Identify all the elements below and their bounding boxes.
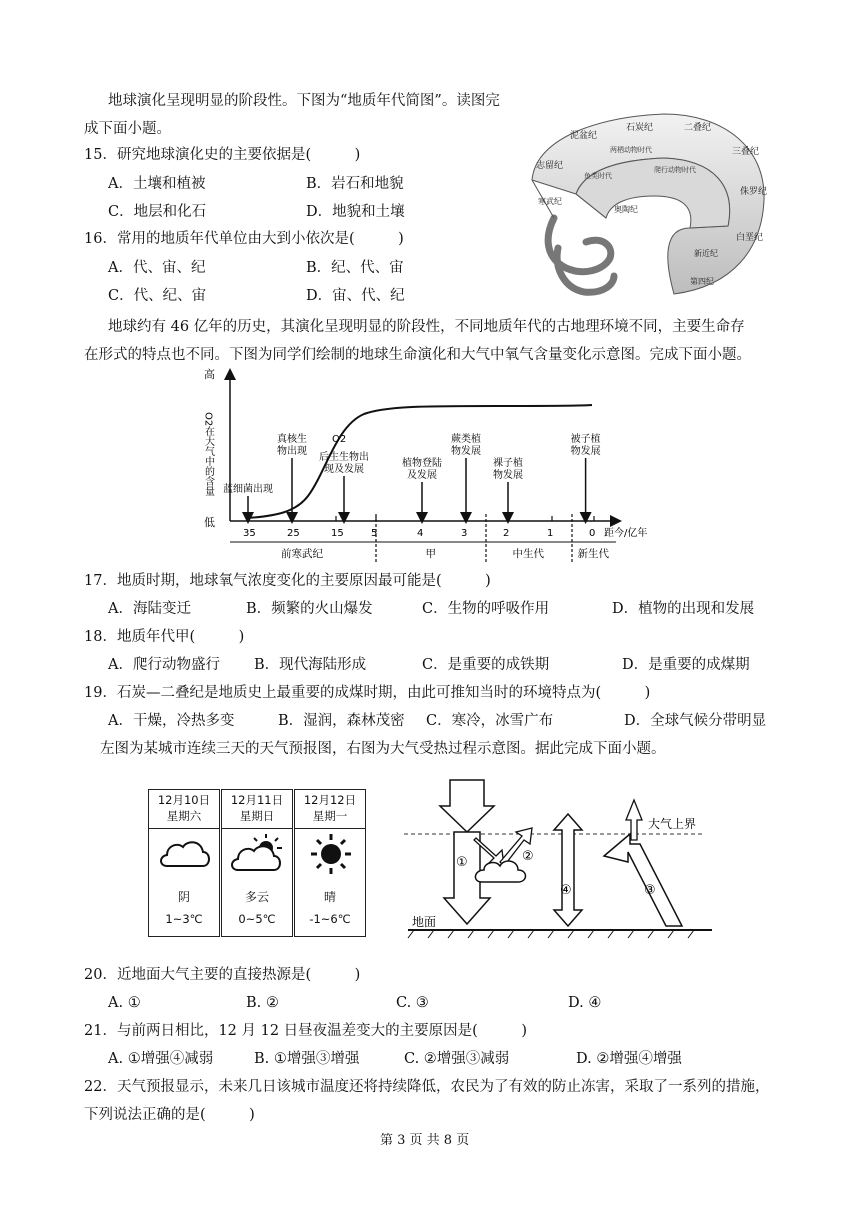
weather-card-day3 — [294, 789, 366, 937]
weather-temperature: 0~5℃ — [238, 912, 276, 926]
q17-option-a[interactable]: A．海陆变迁 — [108, 601, 191, 617]
chart-x-tick-label: 35 — [243, 528, 256, 539]
q18-option-d[interactable]: D．是重要的成煤期 — [622, 657, 750, 673]
weather-condition: 阴 — [177, 890, 190, 904]
chart-event-label: 蕨类植 — [451, 434, 481, 445]
chart-x-ticks — [243, 516, 595, 539]
chart-o2-curve-label: O2 — [332, 434, 347, 445]
oxygen-evolution-chart — [196, 366, 666, 566]
chart-event-label: 裸子植 — [493, 458, 523, 469]
chart-x-tick-label: 0 — [589, 528, 596, 539]
chart-event-label: 及发展 — [407, 470, 437, 481]
atmosphere-top-label: 大气上界 — [648, 817, 697, 831]
chart-x-axis-label: 距今/亿年 — [604, 528, 648, 539]
q18-option-a[interactable]: A．爬行动物盛行 — [108, 657, 220, 673]
q16-option-d[interactable]: D．宙、代、纪 — [306, 288, 405, 304]
weather-condition: 晴 — [323, 890, 336, 904]
chart-y-high-label: 高 — [204, 368, 215, 381]
counter-radiation-arrow — [604, 834, 682, 926]
chart-event-label: 物发展 — [570, 446, 601, 457]
q20-option-d[interactable]: D. ④ — [568, 995, 602, 1011]
q16-option-a[interactable]: A．代、宙、纪 — [108, 260, 206, 276]
chart-event-label: 后生生物出 — [319, 452, 369, 463]
spiral-label-fish-age: 鱼类时代 — [584, 172, 612, 180]
spiral-label-cretaceous: 白垩纪 — [736, 233, 764, 243]
spiral-coil — [548, 218, 614, 292]
chart-y-axis-label: O2在大气中的含量 — [202, 412, 214, 497]
weather-temperature: 1~3℃ — [165, 912, 203, 926]
solar-radiation-arrow — [440, 780, 494, 832]
spiral-label-carboniferous: 石炭纪 — [626, 123, 654, 133]
spiral-label-cambrian: 寒武纪 — [538, 197, 562, 206]
q21-stem: 21．与前两日相比，12 月 12 日昼夜温差变大的主要原因是( ) — [84, 1023, 527, 1039]
weather-weekday: 星期一 — [312, 809, 348, 823]
spiral-label-neogene: 新近纪 — [694, 249, 718, 258]
q20-option-a[interactable]: A. ① — [108, 995, 141, 1011]
weather-weekday: 星期日 — [239, 809, 275, 823]
weather-condition: 多云 — [244, 890, 269, 904]
arrow-1-label: ① — [456, 855, 468, 870]
q17-option-c[interactable]: C．生物的呼吸作用 — [422, 601, 550, 617]
page-footer: 第 3 页 共 8 页 — [380, 1133, 470, 1148]
intro1-line2: 成下面小题。 — [84, 121, 171, 137]
chart-x-tick-label: 5 — [371, 528, 378, 539]
q20-option-c[interactable]: C. ③ — [396, 995, 429, 1011]
weather-date: 12月11日 — [230, 793, 284, 807]
arrow-3-label: ③ — [644, 883, 656, 898]
spiral-label-devonian: 泥盆纪 — [570, 131, 598, 141]
q19-option-d[interactable]: D．全球气候分带明显 — [624, 713, 767, 729]
q16-option-b[interactable]: B．纪、代、宙 — [306, 260, 404, 276]
partly-cloudy-icon — [230, 832, 286, 878]
weather-card-day1 — [148, 789, 220, 937]
q18-option-c[interactable]: C．是重要的成铁期 — [422, 657, 550, 673]
q21-option-c[interactable]: C. ②增强③减弱 — [404, 1051, 510, 1067]
spiral-label-amphibian-age: 两栖动物时代 — [610, 146, 652, 154]
chart-event-label: 植物登陆 — [402, 458, 442, 469]
chart-x-tick-label: 4 — [417, 528, 424, 539]
q15-option-b[interactable]: B．岩石和地貌 — [306, 176, 404, 192]
q22-line2: 下列说法正确的是( ) — [84, 1107, 255, 1123]
q20-stem: 20．近地面大气主要的直接热源是( ) — [84, 967, 361, 983]
chart-era-label: 甲 — [425, 548, 436, 560]
chart-events — [223, 432, 601, 518]
chart-era-label: 中生代 — [512, 548, 544, 560]
chart-x-tick-label: 15 — [331, 528, 344, 539]
q15-option-c[interactable]: C．地层和化石 — [108, 204, 207, 220]
ground-label: 地面 — [412, 915, 437, 929]
q19-option-a[interactable]: A．干燥，冷热多变 — [108, 713, 235, 729]
arrow-2-label: ② — [522, 849, 534, 864]
sun-icon — [303, 832, 359, 878]
ground-radiation-arrow — [554, 814, 582, 926]
spiral-label-jurassic: 侏罗纪 — [740, 187, 768, 197]
chart-event-label: 物发展 — [493, 470, 523, 481]
q15-option-a[interactable]: A．土壤和植被 — [108, 176, 206, 192]
intro2-line1: 地球约有 46 亿年的历史，其演化呈现明显的阶段性，不同地质年代的古地理环境不同，主要生命存 — [108, 319, 745, 335]
arrow-4-label: ④ — [560, 883, 572, 898]
q19-option-b[interactable]: B．湿润，森林茂密 — [278, 713, 405, 729]
chart-x-tick-label: 25 — [287, 528, 300, 539]
intro1-line1: 地球演化呈现明显的阶段性。下图为“地质年代简图”。读图完 — [108, 93, 500, 109]
weather-card-day2 — [221, 789, 293, 937]
geologic-time-spiral-figure — [514, 108, 776, 304]
q16-stem: 16．常用的地质年代单位由大到小依次是( ) — [84, 231, 404, 247]
q18-stem: 18．地质年代甲( ) — [84, 629, 245, 645]
chart-event-label: 蓝细菌出现 — [223, 484, 273, 495]
intro3: 左图为某城市连续三天的天气预报图，右图为大气受热过程示意图。据此完成下面小题。 — [100, 741, 666, 757]
spiral-label-quaternary: 第四纪 — [690, 277, 714, 286]
q21-option-a[interactable]: A. ①增强④减弱 — [108, 1051, 214, 1067]
q18-option-b[interactable]: B．现代海陆形成 — [254, 657, 367, 673]
q15-stem: 15．研究地球演化史的主要依据是( ) — [84, 147, 361, 163]
chart-event-label: 现及发展 — [324, 464, 364, 475]
chart-era-label: 新生代 — [577, 548, 609, 560]
chart-y-low-label: 低 — [204, 516, 215, 529]
chart-event-label: 被子植 — [570, 434, 601, 445]
spiral-label-triassic: 三叠纪 — [732, 147, 760, 157]
weather-date: 12月10日 — [157, 793, 211, 807]
q15-option-d[interactable]: D．地貌和土壤 — [306, 204, 405, 220]
chart-event-label: 物出现 — [277, 446, 307, 457]
q17-stem: 17．地质时期，地球氧气浓度变化的主要原因最可能是( ) — [84, 573, 491, 589]
q17-option-b[interactable]: B．频繁的火山爆发 — [246, 601, 373, 617]
weather-temperature: -1~6℃ — [309, 912, 351, 926]
spiral-label-permian: 二叠纪 — [684, 123, 712, 133]
q20-option-b[interactable]: B. ② — [246, 995, 279, 1011]
q21-option-d[interactable]: D. ②增强④增强 — [576, 1051, 682, 1067]
q19-option-c[interactable]: C．寒冷，冰雪广布 — [426, 713, 554, 729]
q19-stem: 19．石炭—二叠纪是地质史上最重要的成煤时期，由此可推知当时的环境特点为( ) — [84, 685, 651, 701]
chart-event-label: 物发展 — [451, 446, 481, 457]
spiral-label-reptile-age: 爬行动物时代 — [654, 166, 696, 174]
q17-option-d[interactable]: D．植物的出现和发展 — [612, 601, 755, 617]
chart-event-label: 真核生 — [277, 434, 307, 445]
intro2-line2: 在形式的特点也不同。下图为同学们绘制的地球生命演化和大气中氧气含量变化示意图。完成下面小题。 — [84, 347, 751, 363]
weather-weekday: 星期六 — [166, 809, 202, 823]
q22-line1: 22．天气预报显示，未来几日该城市温度还将持续降低，农民为了有效的防止冻害，采取了一系列的措施， — [84, 1079, 770, 1095]
cloud-shape — [475, 861, 525, 882]
q16-option-c[interactable]: C．代、纪、宙 — [108, 288, 207, 304]
cloud-icon — [157, 832, 213, 878]
chart-x-tick-label: 1 — [547, 528, 554, 539]
q21-option-b[interactable]: B. ①增强③增强 — [254, 1051, 360, 1067]
chart-x-tick-label: 3 — [461, 528, 468, 539]
atmospheric-heating-diagram — [404, 770, 724, 942]
chart-era-label: 前寒武纪 — [281, 548, 323, 560]
spiral-label-silurian: 志留纪 — [536, 161, 564, 171]
weather-date: 12月12日 — [303, 793, 357, 807]
chart-x-tick-label: 2 — [503, 528, 510, 539]
spiral-label-ordovician: 奥陶纪 — [614, 205, 638, 214]
